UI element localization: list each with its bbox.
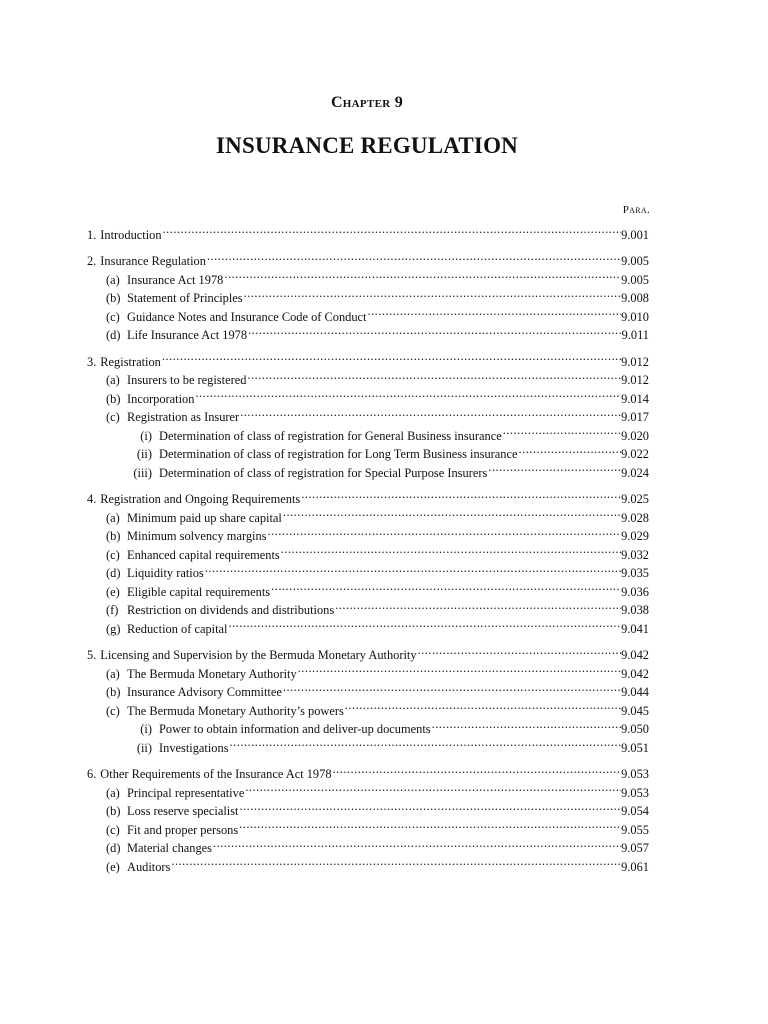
dot-leader (224, 265, 621, 284)
toc-paragraph-number: 9.055 (621, 822, 649, 837)
dot-leader (367, 302, 621, 321)
dot-leader (283, 678, 621, 697)
dot-leader (171, 852, 621, 871)
toc-entry-marker: 4. (87, 492, 97, 506)
toc-entry-title: Minimum solvency margins (127, 529, 267, 543)
toc-paragraph-number: 9.053 (621, 785, 649, 800)
toc-entry-title: Statement of Principles (127, 291, 243, 305)
toc-entry-title: Fit and proper persons (127, 822, 239, 837)
toc-section (87, 760, 649, 874)
dot-leader (333, 760, 622, 779)
toc-entry-title: Determination of class of registration for General Business insurance (159, 428, 502, 443)
dot-leader (239, 815, 621, 834)
toc-paragraph-number: 9.054 (621, 804, 649, 818)
toc-entry-title: Incorporation (127, 391, 195, 406)
toc-entry-title: The Bermuda Monetary Authority (127, 666, 297, 681)
dot-leader (244, 284, 621, 303)
toc-entry-title: Life Insurance Act 1978 (127, 328, 248, 342)
toc-entry-title: Principal representative (127, 785, 245, 800)
toc-entry-marker: 1. (87, 227, 97, 242)
toc-subsection-row (87, 366, 649, 385)
toc-entry-marker: (a) (106, 373, 120, 387)
toc-paragraph-number: 9.028 (621, 510, 649, 525)
toc-entry-marker: 2. (87, 254, 97, 268)
toc-entry-title: Loss reserve specialist (127, 804, 239, 818)
dot-leader (213, 834, 621, 853)
toc-entry-marker: (b) (106, 685, 121, 699)
toc-paragraph-number: 9.044 (621, 685, 649, 699)
toc-entry-marker: (d) (106, 841, 121, 855)
toc-entry-marker: (a) (106, 785, 120, 800)
toc-entry-title: Reduction of capital (127, 621, 228, 636)
toc-paragraph-number: 9.005 (621, 272, 649, 287)
toc-entry-title: Power to obtain information and deliver-up documents (159, 722, 431, 736)
toc-entry-marker: (c) (106, 822, 120, 837)
toc-entry-marker: (e) (106, 584, 120, 599)
toc-entry-title: Registration as Insurer (127, 410, 240, 424)
toc-entry-marker: (ii) (136, 740, 152, 755)
toc-section-row (87, 485, 649, 504)
dot-leader (503, 421, 621, 440)
toc-paragraph-number: 9.005 (621, 254, 649, 268)
toc-entry-title: Investigations (159, 740, 229, 755)
toc-entry-marker: (c) (106, 309, 120, 324)
toc-entry-title: Restriction on dividends and distributions (127, 603, 335, 617)
toc-paragraph-number: 9.014 (621, 391, 649, 406)
toc-entry-marker: (b) (106, 291, 121, 305)
toc-section-row (87, 220, 649, 242)
toc-entry-title: Guidance Notes and Insurance Code of Conduct (127, 309, 367, 324)
toc-paragraph-number: 9.022 (621, 447, 649, 461)
toc-entry-title: Determination of class of registration for Long Term Business insurance (159, 447, 518, 461)
toc-entry-marker: (e) (106, 859, 120, 874)
toc-entry-title: Minimum paid up share capital (127, 510, 282, 525)
toc-entry-marker: (b) (106, 529, 121, 543)
para-column-header: Para. (622, 204, 650, 216)
toc-entry-title: Liquidity ratios (127, 566, 204, 580)
dot-leader (488, 458, 621, 477)
toc-paragraph-number: 9.012 (621, 354, 649, 369)
toc-entry-marker: (a) (106, 510, 120, 525)
dot-leader (301, 485, 621, 504)
dot-leader (271, 577, 621, 596)
dot-leader (345, 696, 621, 715)
toc-paragraph-number: 9.036 (621, 584, 649, 599)
toc-entry-marker: (f) (106, 603, 119, 617)
dot-leader (245, 778, 621, 797)
dot-leader (240, 403, 621, 422)
dot-leader (163, 220, 622, 239)
toc-entry-title: Introduction (100, 227, 162, 242)
toc-entry-marker: (iii) (133, 465, 152, 480)
toc-entry-marker: (i) (140, 428, 152, 443)
toc-section (87, 485, 649, 636)
toc-entry-marker: 3. (87, 354, 97, 369)
toc-entry-title: Other Requirements of the Insurance Act 1978 (100, 767, 332, 781)
toc-paragraph-number: 9.042 (621, 666, 649, 681)
toc-paragraph-number: 9.025 (621, 492, 649, 506)
toc-paragraph-number: 9.020 (621, 428, 649, 443)
toc-paragraph-number: 9.029 (621, 529, 649, 543)
toc-entry-marker: (b) (106, 391, 121, 406)
toc-entry-title: Insurance Advisory Committee (127, 685, 282, 699)
toc-entry-title: Auditors (127, 859, 171, 874)
toc-section-row (87, 641, 649, 660)
chapter-title: INSURANCE REGULATION (216, 133, 518, 158)
toc-paragraph-number: 9.011 (621, 328, 649, 342)
table-of-contents (87, 220, 649, 879)
toc-paragraph-number: 9.001 (621, 227, 649, 242)
toc-entry-title: Material changes (127, 841, 212, 855)
toc-section (87, 641, 649, 755)
toc-paragraph-number: 9.032 (621, 547, 649, 562)
dot-leader (283, 503, 621, 522)
toc-entry-marker: (g) (106, 621, 121, 636)
toc-section (87, 347, 649, 480)
toc-section-row (87, 247, 649, 266)
dot-leader (418, 641, 622, 660)
toc-entry-marker: (d) (106, 328, 121, 342)
toc-paragraph-number: 9.042 (621, 648, 649, 662)
dot-leader (162, 347, 621, 366)
toc-entry-marker: (i) (140, 722, 152, 736)
toc-entry-marker: (d) (106, 566, 121, 580)
toc-entry-title: The Bermuda Monetary Authority’s powers (127, 703, 344, 718)
dot-leader (335, 596, 621, 615)
toc-entry-marker: (a) (106, 666, 120, 681)
toc-paragraph-number: 9.010 (621, 309, 649, 324)
toc-paragraph-number: 9.061 (621, 859, 649, 874)
toc-entry-marker: (c) (106, 703, 120, 718)
dot-leader (230, 733, 622, 752)
toc-entry-title: Enhanced capital requirements (127, 547, 280, 562)
toc-entry-title: Registration and Ongoing Requirements (100, 492, 301, 506)
toc-entry-title: Insurance Regulation (100, 254, 206, 268)
toc-section-row (87, 760, 649, 779)
toc-entry-title: Insurers to be registered (127, 373, 247, 387)
dot-leader (248, 321, 622, 340)
toc-paragraph-number: 9.053 (621, 767, 649, 781)
dot-leader (195, 384, 621, 403)
toc-paragraph-number: 9.008 (621, 291, 649, 305)
toc-entry-marker: (c) (106, 547, 120, 562)
toc-entry-title: Registration (100, 354, 161, 369)
dot-leader (268, 522, 622, 541)
dot-leader (228, 614, 621, 633)
toc-paragraph-number: 9.045 (621, 703, 649, 718)
dot-leader (298, 659, 621, 678)
toc-paragraph-number: 9.041 (621, 621, 649, 636)
toc-section (87, 220, 649, 242)
toc-paragraph-number: 9.051 (621, 740, 649, 755)
toc-entry-marker: (a) (106, 272, 120, 287)
toc-paragraph-number: 9.057 (621, 841, 649, 855)
toc-paragraph-number: 9.050 (621, 722, 649, 736)
dot-leader (205, 559, 621, 578)
dot-leader (281, 540, 621, 559)
dot-leader (432, 715, 622, 734)
toc-entry-marker: 6. (87, 767, 97, 781)
toc-paragraph-number: 9.035 (621, 566, 649, 580)
chapter-label: Chapter 9 (330, 94, 404, 111)
dot-leader (247, 366, 621, 385)
toc-entry-marker: (b) (106, 804, 121, 818)
toc-entry-title: Eligible capital requirements (127, 584, 271, 599)
toc-paragraph-number: 9.017 (621, 410, 649, 424)
dot-leader (239, 797, 621, 816)
toc-entry-title: Licensing and Supervision by the Bermuda Monetary Authority (100, 648, 417, 662)
toc-section-row (87, 347, 649, 369)
toc-entry-title: Insurance Act 1978 (127, 272, 224, 287)
dot-leader (519, 440, 622, 459)
toc-entry-marker: (c) (106, 410, 120, 424)
dot-leader (207, 247, 621, 266)
toc-entry-marker: 5. (87, 648, 97, 662)
toc-entry-title: Determination of class of registration for Special Purpose Insurers (159, 465, 488, 480)
toc-entry-marker: (ii) (136, 447, 152, 461)
toc-paragraph-number: 9.038 (621, 603, 649, 617)
toc-paragraph-number: 9.012 (621, 373, 649, 387)
toc-paragraph-number: 9.024 (621, 465, 649, 480)
toc-section (87, 247, 649, 340)
toc-subsection-row (87, 852, 649, 874)
